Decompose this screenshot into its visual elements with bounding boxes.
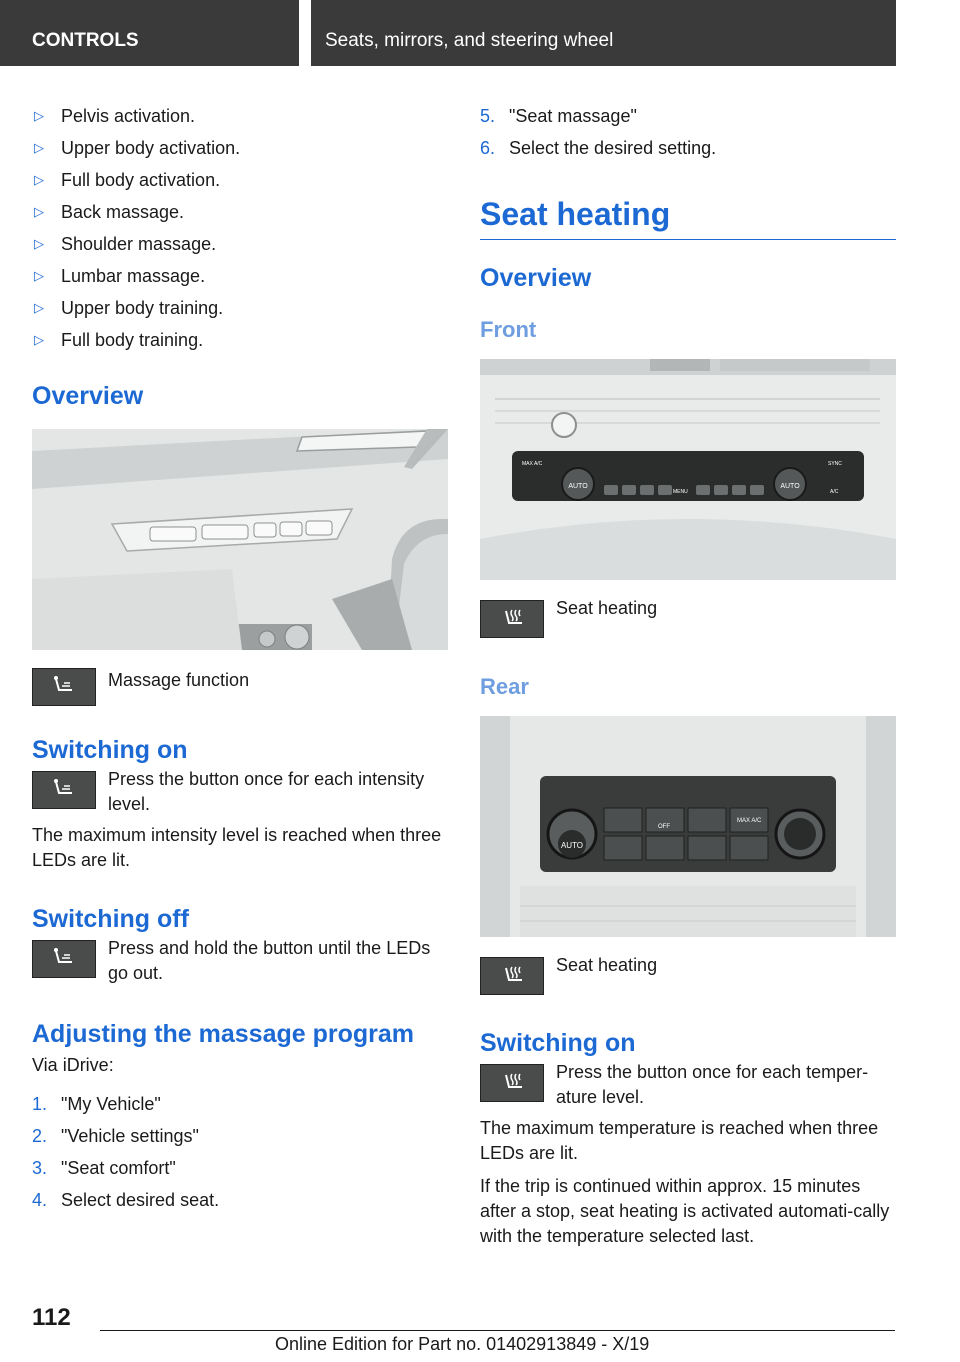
door-panel-illustration [32,429,448,650]
heating-switching-on-instruction [480,1060,896,1110]
switching-on-text: Press the button once for each intensity level. [108,769,425,814]
list-item: 3. "Seat comfort" [32,1158,176,1178]
list-item: ▷ Pelvis activation. [32,100,448,132]
list-item: 5. "Seat massage" [480,106,637,126]
triangle-bullet-icon: ▷ [34,140,44,155]
left-column [32,100,448,1216]
massage-function-caption: Massage function [108,670,250,690]
adjust-intro: Via iDrive: [32,1055,114,1075]
right-column [480,100,896,1249]
massage-seat-button-icon [32,771,96,809]
front-label-menu: MENU [673,489,688,495]
heating-switching-on-text: Press the button once for each temper‐ature level. [556,1062,869,1107]
chapter-tab: Seats, mirrors, and steering wheel [311,0,896,66]
door-panel-photo [32,429,448,650]
list-item: ▷ Upper body activation. [32,132,448,164]
list-item: ▷ Upper body training. [32,292,448,324]
massage-seat-button-icon [32,668,96,706]
footer-divider [100,1330,895,1331]
heating-note-max: The maximum temperature is reached when three LEDs are lit. [480,1118,879,1163]
massage-seat-button-icon [32,940,96,978]
rear-climate-panel-photo [480,716,896,937]
section-tab: CONTROLS [0,0,299,66]
front-panel-illustration [480,359,896,580]
triangle-bullet-icon: ▷ [34,204,44,219]
list-item: 4. Select desired seat. [32,1190,220,1210]
list-item: 2. "Vehicle settings" [32,1126,199,1146]
heating-note-trip: If the trip is continued within approx. 15 minutes after a stop, seat heating is activated automati‐cally with the temperature selected last. [480,1176,890,1246]
triangle-bullet-icon: ▷ [34,332,44,347]
adjust-program-heading: Adjusting the massage program [32,1020,415,1048]
switching-on-note: The maximum intensity level is reached when three LEDs are lit. [32,825,442,870]
list-item: ▷ Back massage. [32,196,448,228]
list-item: 6. Select the desired setting. [480,138,717,158]
front-seat-heating-caption: Seat heating [556,598,658,618]
seat-heating-button-icon [480,600,544,638]
switching-off-text: Press and hold the button until the LEDs go out. [108,938,431,983]
front-label-ac: A/C [830,489,839,495]
switching-on-heading: Switching on [32,736,188,764]
seat-heating-heading: Seat heating [480,196,896,240]
triangle-bullet-icon: ▷ [34,108,44,123]
list-item: ▷ Full body activation. [32,164,448,196]
front-label-max-ac: MAX A/C [522,461,543,467]
edition-note: Online Edition for Part no. 01402913849 - X/19 [275,1334,650,1354]
rear-heading: Rear [480,674,529,699]
seat-heating-button-icon [480,957,544,995]
triangle-bullet-icon: ▷ [34,172,44,187]
triangle-bullet-icon: ▷ [34,268,44,283]
rear-left-knob-label: AUTO [560,841,584,850]
page-header [0,0,960,66]
rear-label-max-ac: MAX A/C [737,818,762,824]
massage-function-legend [32,664,448,706]
switching-on-instruction [32,767,448,817]
rear-seat-heating-caption: Seat heating [556,955,658,975]
overview-heading: Overview [480,264,592,292]
front-heading: Front [480,317,537,342]
rear-panel-illustration [480,716,896,937]
switching-off-heading: Switching off [32,905,189,933]
front-label-sync: SYNC [828,461,842,467]
page-number: 112 [32,1304,71,1331]
rear-seat-heating-legend [480,953,896,995]
heating-switching-on-heading: Switching on [480,1029,636,1057]
adjust-steps-list [32,1088,448,1216]
triangle-bullet-icon: ▷ [34,300,44,315]
massage-program-list [32,100,448,356]
list-item: ▷ Lumbar massage. [32,260,448,292]
list-item: 1. "My Vehicle" [32,1094,161,1114]
seat-heating-button-icon [480,1064,544,1102]
page-footer [0,1290,960,1362]
triangle-bullet-icon: ▷ [34,236,44,251]
front-climate-panel-photo [480,359,896,580]
overview-heading: Overview [32,382,144,410]
front-seat-heating-legend [480,596,896,638]
front-left-knob-label: AUTO [568,483,588,490]
rear-label-off: OFF [658,824,670,830]
list-item: ▷ Shoulder massage. [32,228,448,260]
front-right-knob-label: AUTO [780,483,800,490]
adjust-steps-continued [480,100,896,164]
switching-off-instruction [32,936,448,986]
list-item: ▷ Full body training. [32,324,448,356]
